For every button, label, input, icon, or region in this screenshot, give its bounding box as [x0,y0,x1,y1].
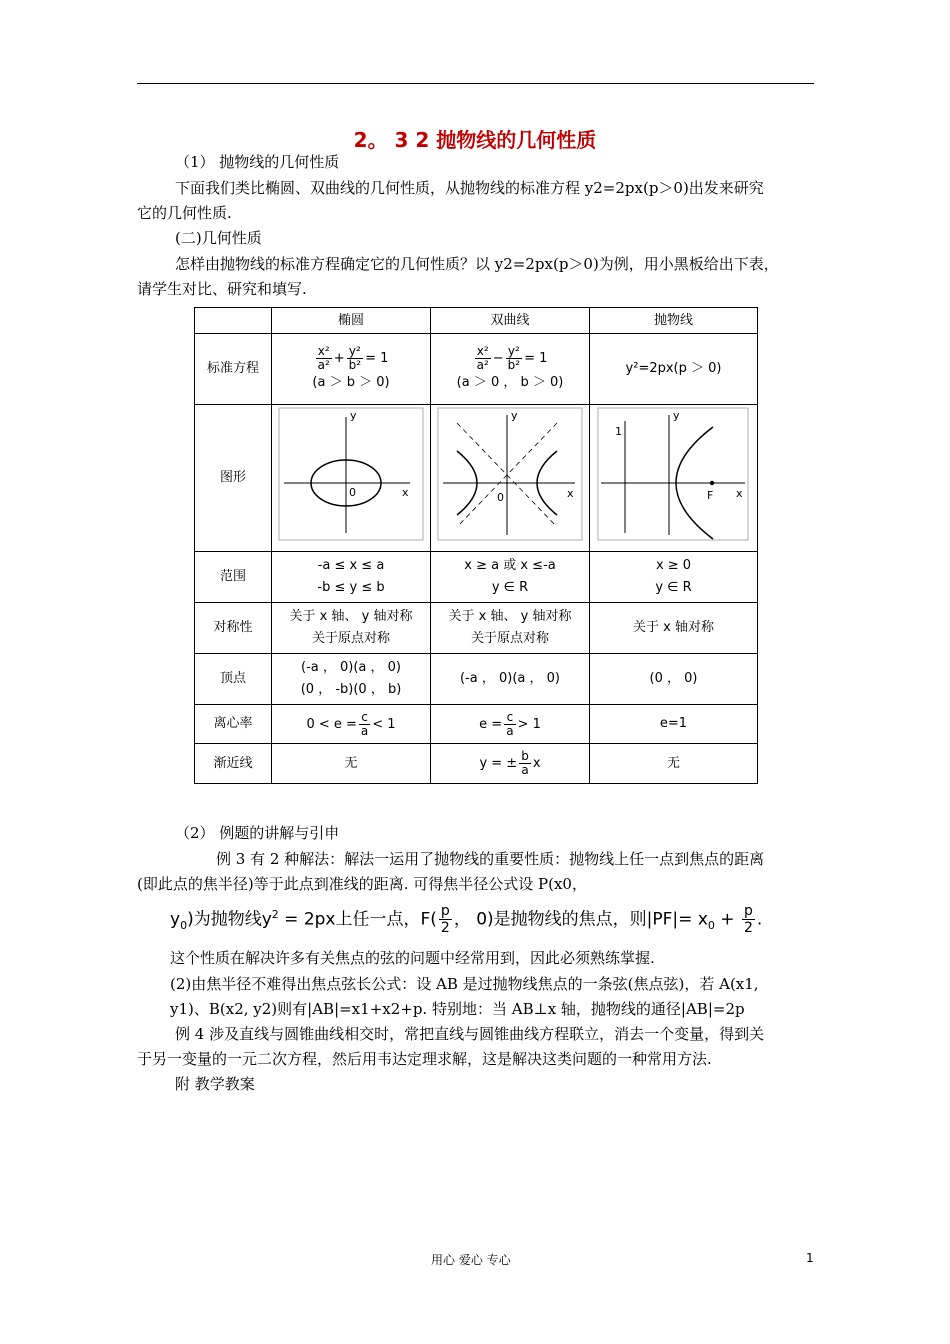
example-line-4: (2)由焦半径不难得出焦点弦长公式：设 AB 是过抛物线焦点的一条弦(焦点弦)，若 A(x1, [170,975,759,993]
para-line-2: 请学生对比、研究和填写. [137,280,307,298]
header-hyperbola: 双曲线 [431,308,590,334]
parabola-asymptote: 无 [590,744,758,784]
parabola-y-label: y [672,409,680,422]
row-label-asymptote: 渐近线 [195,744,272,784]
focal-radius-formula: $y_0$)为抛物线$y^2 = 2px$上任一点，F( $\frac{p}{2}$ ， 0)是抛物线的焦点，则$|PF|= x_0$ + $\frac{p}{2}$ . [170,903,763,936]
page-title: 2。 3 2 抛物线的几何性质 [353,128,597,152]
corner-cell [195,308,272,334]
hyperbola-graph [435,405,585,543]
example-line-3: 这个性质在解决许多有关焦点的弦的问题中经常用到，因此必须熟练掌握. [170,949,655,967]
footer-motto: 用心 爱心 专心 [431,1253,511,1267]
parabola-symmetry: 关于 x 轴对称 [590,603,758,654]
appendix-line: 附 教学教案 [175,1075,255,1093]
hyperbola-equation-cell: $\frac{\text{x²}}{\text{a²}}$ − $\frac{\text{y²}}{\text{b²}}$ = 1 (a ＞ 0 ， b ＞ 0) [431,334,590,405]
parabola-x-label: x [735,487,743,500]
ellipse-origin-label: 0 [349,486,356,499]
ellipse-eccentricity: 0 < e = $\frac{c}{a}$ < 1 [272,705,431,744]
hyperbola-x-label: x [567,487,574,500]
ellipse-vertex: (-a ， 0)(a ， 0) (0 ， -b)(0 ， b) [272,654,431,705]
parabola-graph [595,405,753,543]
hyperbola-eccentricity: e = $\frac{c}{a}$ > 1 [431,705,590,744]
ellipse-graph-cell [272,405,431,552]
parabola-focus-label: F [706,489,713,502]
parabola-vertex: (0 ， 0) [590,654,758,705]
ellipse-y-label: y [350,409,357,422]
hyperbola-condition: (a ＞ 0 ， b ＞ 0) [456,374,564,390]
page-number: 1 [806,1251,814,1265]
hyperbola-origin-label: 0 [497,491,504,504]
row-label-range: 范围 [195,552,272,603]
parabola-equation: y²=2px(p ＞ 0) [590,334,758,405]
para-line-1: 怎样由抛物线的标准方程确定它的几何性质？以 y2=2px(p＞0)为例，用小黑板给出下表， [175,255,779,273]
row-label-symmetry: 对称性 [195,603,272,654]
header-rule [137,83,814,84]
hyperbola-graph-cell [431,405,590,552]
ellipse-x-label: x [402,486,409,499]
parabola-graph-cell [590,405,758,552]
row-label-vertex: 顶点 [195,654,272,705]
section-heading-2: (二)几何性质 [175,229,262,247]
intro-line-1: 下面我们类比椭圆、双曲线的几何性质，从抛物线的标准方程 y2=2px(p＞0)出发来研究 [175,179,764,197]
ellipse-condition: (a ＞ b ＞ 0) [312,374,390,390]
ellipse-asymptote: 无 [272,744,431,784]
example-line-5: y1)、B(x2, y2)则有|AB|=x1+x2+p. 特别地：当 AB⊥x 轴，抛物线的通径|AB|=2p [170,1000,745,1018]
intro-line-2: 它的几何性质. [137,204,232,222]
hyperbola-symmetry: 关于 x 轴、 y 轴对称 关于原点对称 [431,603,590,654]
example-line-7: 于另一变量的一元二次方程，然后用韦达定理求解，这是解决这类问题的一种常用方法. [137,1050,712,1068]
hyperbola-y-label: y [511,409,518,422]
ellipse-equation-cell: $\frac{\text{x²}}{\text{a²}}$ + $\frac{\text{y²}}{\text{b²}}$ = 1 (a ＞ b ＞ 0) [272,334,431,405]
parabola-directrix-label: 1 [614,425,622,438]
comparison-table [194,307,758,784]
ellipse-symmetry: 关于 x 轴、 y 轴对称 关于原点对称 [272,603,431,654]
row-label-graph: 图形 [195,405,272,552]
header-parabola: 抛物线 [590,308,758,334]
ellipse-range: -a ≤ x ≤ a -b ≤ y ≤ b [272,552,431,603]
ellipse-graph [276,405,426,543]
row-label-equation: 标准方程 [195,334,272,405]
parabola-range: x ≥ 0 y ∈ R [590,552,758,603]
example-line-1: 例 3 有 2 种解法：解法一运用了抛物线的重要性质：抛物线上任一点到焦点的距离 [216,850,765,868]
hyperbola-range: x ≥ a 或 x ≤-a y ∈ R [431,552,590,603]
hyperbola-asymptote: y = ± $\frac{b}{a}$ x [431,744,590,784]
example-line-2: (即此点的焦半径)等于此点到准线的距离. 可得焦半径公式设 P(x0， [137,875,587,893]
hyperbola-vertex: (-a ， 0)(a ， 0) [431,654,590,705]
section-heading-1: （1） 抛物线的几何性质 [175,153,340,171]
example-line-6: 例 4 涉及直线与圆锥曲线相交时，常把直线与圆锥曲线方程联立，消去一个变量，得到关 [175,1025,765,1043]
header-ellipse: 椭圆 [272,308,431,334]
parabola-eccentricity: e=1 [590,705,758,744]
section-heading-3: （2） 例题的讲解与引申 [175,824,340,842]
row-label-eccentricity: 离心率 [195,705,272,744]
